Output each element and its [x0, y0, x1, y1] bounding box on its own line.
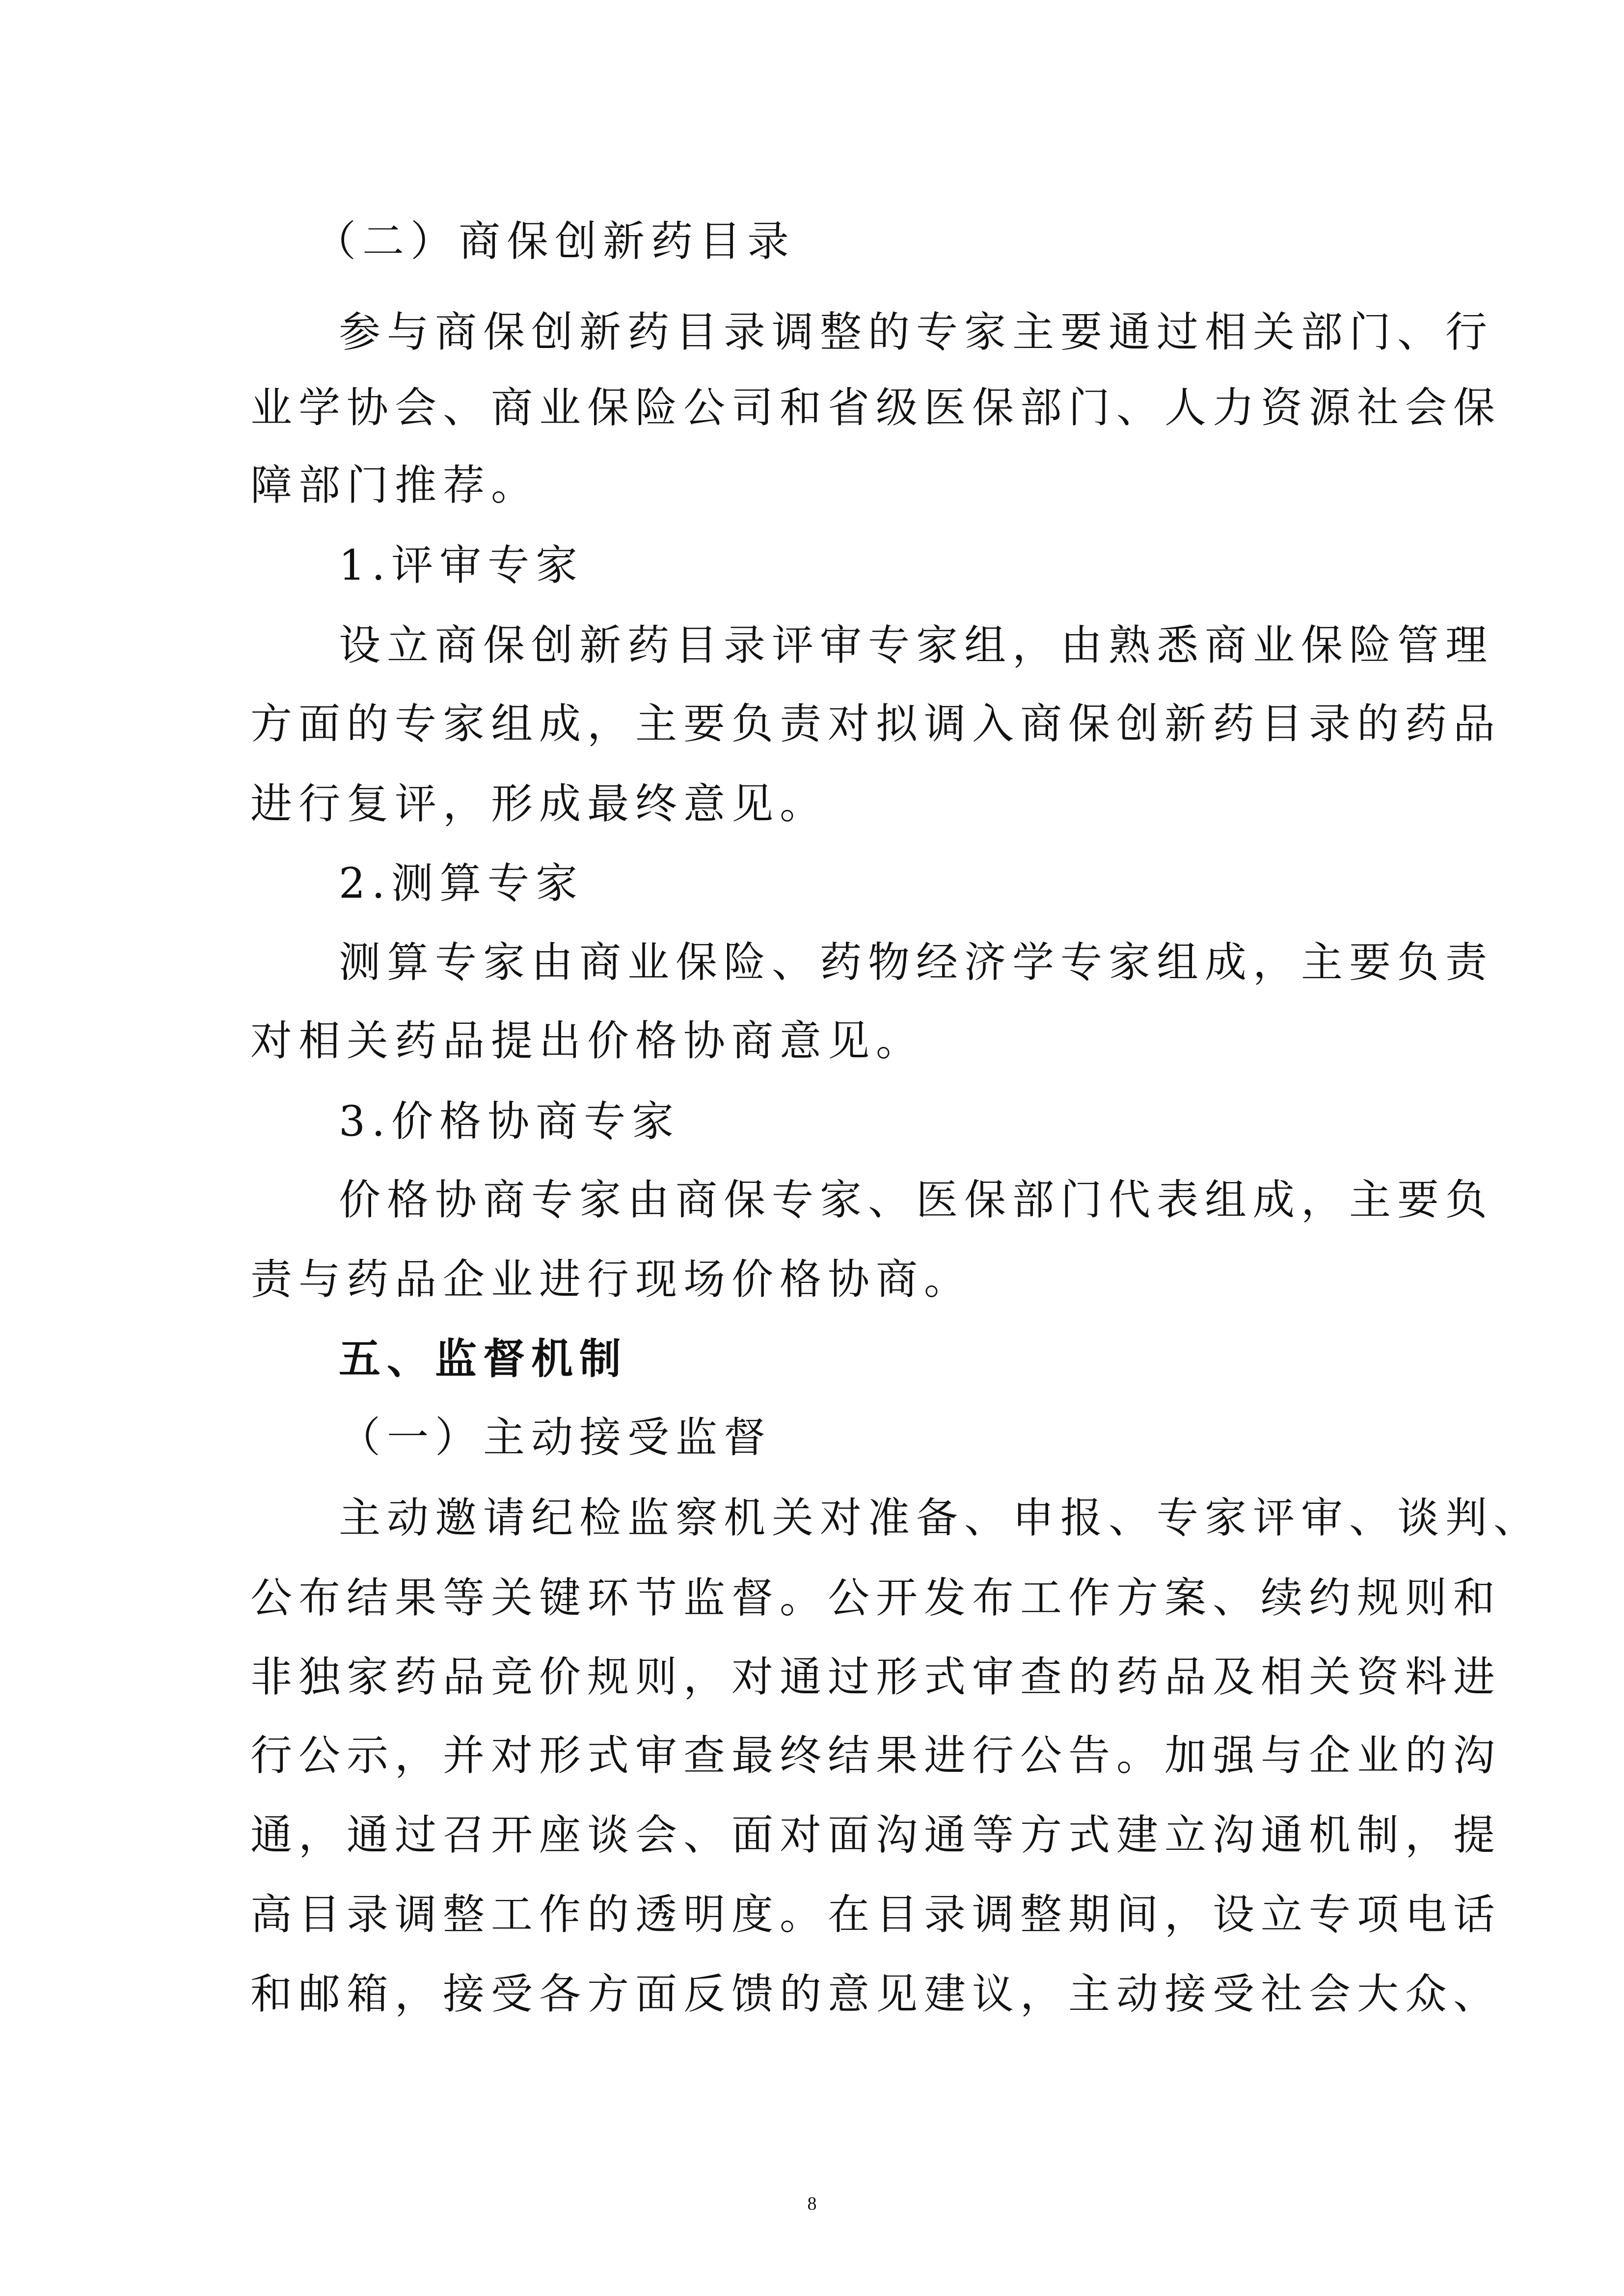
paragraph-line: 业学协会、商业保险公司和省级医保部门、人力资源社会保 [250, 384, 1502, 432]
section-heading: （二）商保创新药目录 [314, 217, 796, 266]
paragraph-line: 方面的专家组成，主要负责对拟调入商保创新药目录的药品 [250, 700, 1502, 748]
paragraph-line: 高目录调整工作的透明度。在目录调整期间，设立专项电话 [250, 1891, 1502, 1939]
item-heading: 1.评审专家 [339, 541, 584, 590]
paragraph-line: 责与药品企业进行现场价格协商。 [250, 1255, 973, 1304]
paragraph-line: 障部门推荐。 [250, 461, 540, 510]
paragraph-line: 价格协商专家由商保专家、医保部门代表组成，主要负 [339, 1176, 1494, 1225]
paragraph-line: 参与商保创新药目录调整的专家主要通过相关部门、行 [339, 308, 1494, 357]
paragraph-line: 设立商保创新药目录评审专家组，由熟悉商业保险管理 [339, 621, 1494, 670]
section-heading-bold: 五、监督机制 [339, 1335, 628, 1384]
paragraph-line: 测算专家由商业保险、药物经济学专家组成，主要负责 [339, 938, 1494, 987]
paragraph-line: 公布结果等关键环节监督。公开发布工作方案、续约规则和 [250, 1574, 1502, 1623]
paragraph-line: 通，通过召开座谈会、面对面沟通等方式建立沟通机制，提 [250, 1811, 1502, 1860]
item-heading: 2.测算专家 [339, 859, 584, 908]
paragraph-line: 对相关药品提出价格协商意见。 [250, 1017, 924, 1066]
paragraph-line: 非独家药品竞价规则，对通过形式审查的药品及相关资料进 [250, 1653, 1502, 1702]
paragraph-line: 和邮箱，接受各方面反馈的意见建议，主动接受社会大众、 [250, 1970, 1502, 2019]
page-number: 8 [807, 2193, 817, 2214]
item-heading: 3.价格协商专家 [339, 1097, 680, 1146]
paragraph-line: 进行复评，形成最终意见。 [250, 780, 828, 828]
paragraph-line: 行公示，并对形式审查最终结果进行公告。加强与企业的沟 [250, 1732, 1502, 1780]
paragraph-line: 主动邀请纪检监察机关对准备、申报、专家评审、谈判、 [339, 1494, 1542, 1543]
subsection-heading: （一）主动接受监督 [339, 1414, 772, 1462]
